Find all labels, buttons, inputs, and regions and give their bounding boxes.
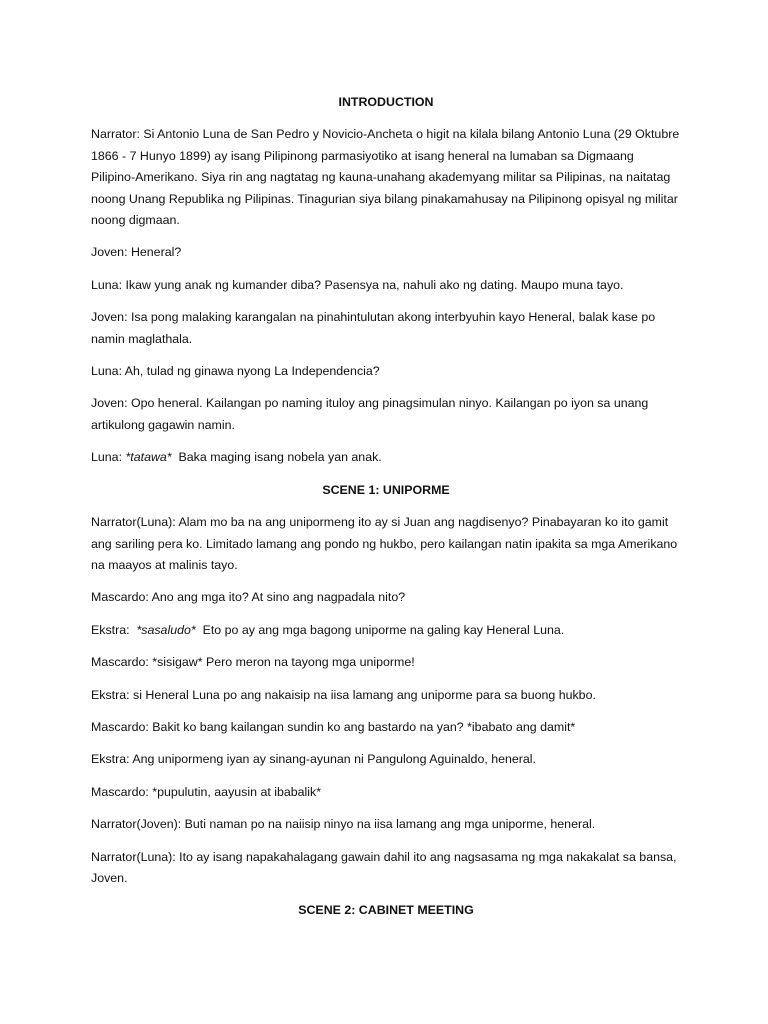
dialogue-line: Luna: Ah, tulad ng ginawa nyong La Independencia? — [91, 364, 380, 379]
narration-paragraph: Narrator: Si Antonio Luna de San Pedro y Novicio-Ancheta o higit na kilala bilang Antonio Luna (29 Oktubre 1866 - 7 Hunyo 1899) ay isang Pilipinong parmasiyotiko at isang heneral na lumaban sa Digmaang Pilipino-Amerikano. Siya rin ang nagtatag ng kauna-unahang akademyang militar sa Pilipinas, na naitatag noong Unang Republika ng Pilipinas. Tinagurian siya bilang pinakamahusay na Pilipinong opisyal ng militar noong digmaan. — [91, 127, 680, 228]
dialogue-line: Luna: Ikaw yung anak ng kumander diba? Pasensya na, nahuli ako ng dating. Maupo muna tayo. — [91, 277, 624, 292]
dialogue-line: Narrator(Luna): Alam mo ba na ang unipormeng ito ay si Juan ang nagdisenyo? Pinabayaran ko ito gamit ang sariling pera ko. Limitado lamang ang pondo ng hukbo, pero kailangan natin ipakita sa mga Amerikano na maayos at malinis tayo. — [91, 515, 678, 572]
dialogue-line: Mascardo: Bakit ko bang kailangan sundin ko ang bastardo na yan? *ibabato ang damit* — [91, 719, 576, 734]
section-heading-scene-2: SCENE 2: CABINET MEETING — [298, 903, 474, 918]
dialogue-line: Ekstra: si Heneral Luna po ang nakaisip na iisa lamang ang uniporme para sa buong hukbo. — [91, 687, 596, 702]
dialogue-line: Narrator(Luna): Ito ay isang napakahalagang gawain dahil ito ang nagsasama ng mga nakakalat sa bansa, Joven. — [91, 849, 677, 885]
dialogue-line: Joven: Heneral? — [91, 245, 182, 260]
dialogue-text: Baka maging isang nobela yan anak. — [178, 450, 382, 465]
speaker-name: Ekstra: — [91, 622, 130, 637]
dialogue-line: Joven: Isa pong malaking karangalan na pinahintulutan akong interbyuhin kayo Heneral, balak kase po namin maglathala. — [91, 310, 656, 346]
dialogue-line — [91, 447, 681, 468]
stage-direction: *sasaludo* — [136, 622, 196, 637]
document-page — [91, 92, 681, 933]
dialogue-text: Eto po ay ang mga bagong uniporme na galing kay Heneral Luna. — [202, 622, 565, 637]
stage-direction: *tatawa* — [125, 450, 172, 465]
dialogue-line — [91, 620, 681, 641]
speaker-name: Luna: — [91, 450, 123, 465]
dialogue-line: Mascardo: Ano ang mga ito? At sino ang nagpadala nito? — [91, 590, 406, 605]
dialogue-line: Mascardo: *pupulutin, aayusin at ibabalik* — [91, 784, 322, 799]
dialogue-line: Mascardo: *sisigaw* Pero meron na tayong mga uniporme! — [91, 655, 415, 670]
dialogue-line: Ekstra: Ang unipormeng iyan ay sinang-ayunan ni Pangulong Aguinaldo, heneral. — [91, 752, 536, 767]
section-heading-scene-1: SCENE 1: UNIPORME — [322, 482, 450, 497]
dialogue-line: Narrator(Joven): Buti naman po na naiisip ninyo na iisa lamang ang mga uniporme, heneral. — [91, 817, 596, 832]
dialogue-line: Joven: Opo heneral. Kailangan po naming ituloy ang pinagsimulan ninyo. Kailangan po iyon sa unang artikulong gagawin namin. — [91, 396, 649, 432]
section-heading-introduction: INTRODUCTION — [338, 95, 434, 109]
